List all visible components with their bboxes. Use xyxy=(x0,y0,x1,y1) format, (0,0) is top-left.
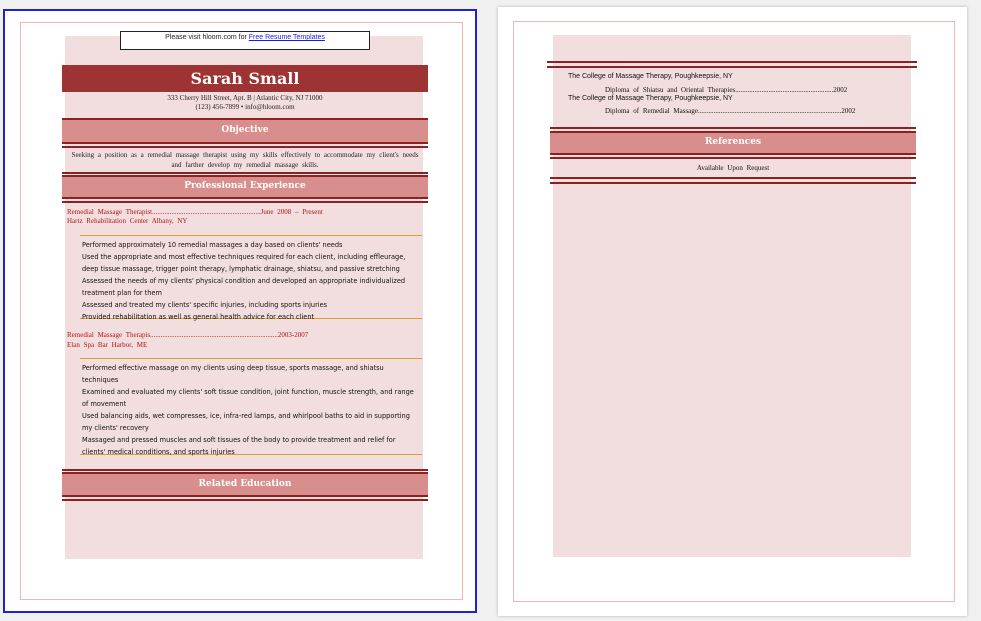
contact-phone-email: (123) 456-7899 • info@hloom.com xyxy=(195,103,295,111)
list-item: deep tissue massage, trigger point therapy, lymphatic drainage, shiatsu, and passive stretching xyxy=(82,265,400,273)
diploma-line: Diploma of Shiatsu and Oriental Therapies........................................................2002 xyxy=(605,86,848,94)
job-title-line: Remedial Massage Therapist..............................................................June 2008 – Present xyxy=(67,208,323,216)
contact-address: 333 Cherry Hill Street, Apt. B | Atlantic City, NJ 71000 xyxy=(167,94,323,102)
list-item: Performed effective massage on my clients using deep tissue, sports massage, and shiatsu xyxy=(82,364,384,372)
divider-rule xyxy=(550,177,916,179)
job-bullet-list xyxy=(80,235,422,319)
list-item: clients' medical conditions, and sports injuries xyxy=(82,448,235,456)
list-item: Examined and evaluated my clients' soft tissue condition, joint function, muscle strength, and range xyxy=(82,388,414,396)
section-references-heading: References xyxy=(550,131,916,155)
divider-rule xyxy=(62,469,428,471)
notice-box xyxy=(120,31,370,50)
list-item: my clients' recovery xyxy=(82,424,149,432)
list-item: Used the appropriate and most effective techniques required for each client, including effleurage, xyxy=(82,253,406,261)
job-title-line: Remedial Massage Therapis.........................................................................2003-2007 xyxy=(67,331,309,339)
list-item: techniques xyxy=(82,376,119,384)
list-item: Assessed the needs of my clients' physical condition and developed an appropriate individualized xyxy=(82,277,406,285)
list-item: Used balancing aids, wet compresses, ice, infra-red lamps, and whirlpool baths to aid in supporting xyxy=(82,412,410,420)
list-item: Provided rehabilitation as well as general health advice for each client xyxy=(82,313,315,321)
list-item: treatment plan for them xyxy=(82,289,162,297)
school-name: The College of Massage Therapy, Poughkeepsie, NY xyxy=(568,73,733,80)
divider-rule xyxy=(62,201,428,203)
section-experience-heading: Professional Experience xyxy=(62,175,428,199)
resume-page-2[interactable] xyxy=(498,7,967,616)
job-employer-line: Elan Spa Bar Harbor, ME xyxy=(67,341,148,349)
divider-rule xyxy=(62,172,428,174)
divider-rule xyxy=(547,66,917,68)
list-item: Performed approximately 10 remedial massages a day based on clients' needs xyxy=(82,241,343,249)
notice-text: Please visit hloom.com for xyxy=(165,34,249,41)
divider-rule xyxy=(547,61,917,63)
job-employer-line: Hartz Rehabilitation Center Albany, NY xyxy=(67,217,188,225)
references-text: Available Upon Request xyxy=(696,164,770,172)
divider-rule xyxy=(62,499,428,501)
divider-rule xyxy=(62,146,428,148)
divider-rule xyxy=(550,182,916,184)
list-item: Assessed and treated my clients' specific injuries, including sports injuries xyxy=(82,301,328,309)
divider-rule xyxy=(550,127,916,129)
diploma-line: Diploma of Remedial Massage..................................................................................2002 xyxy=(605,107,856,115)
list-item: Massaged and pressed muscles and soft tissues of the body to provide treatment and relief for xyxy=(82,436,396,444)
divider-rule xyxy=(550,157,916,159)
list-item: of movement xyxy=(82,400,127,408)
free-templates-link[interactable]: Free Resume Templates xyxy=(248,34,325,41)
job-bullet-list xyxy=(80,358,422,455)
section-objective-heading: Objective xyxy=(62,118,428,144)
school-name: The College of Massage Therapy, Poughkeepsie, NY xyxy=(568,95,733,102)
resume-name: Sarah Small xyxy=(62,65,428,92)
resume-page-1[interactable] xyxy=(3,9,477,613)
section-education-heading: Related Education xyxy=(62,472,428,497)
objective-text: Seeking a position as a remedial massage therapist using my skills effectively to accommodate my client's needs and farther develop my remedial massage skills. xyxy=(71,151,419,169)
